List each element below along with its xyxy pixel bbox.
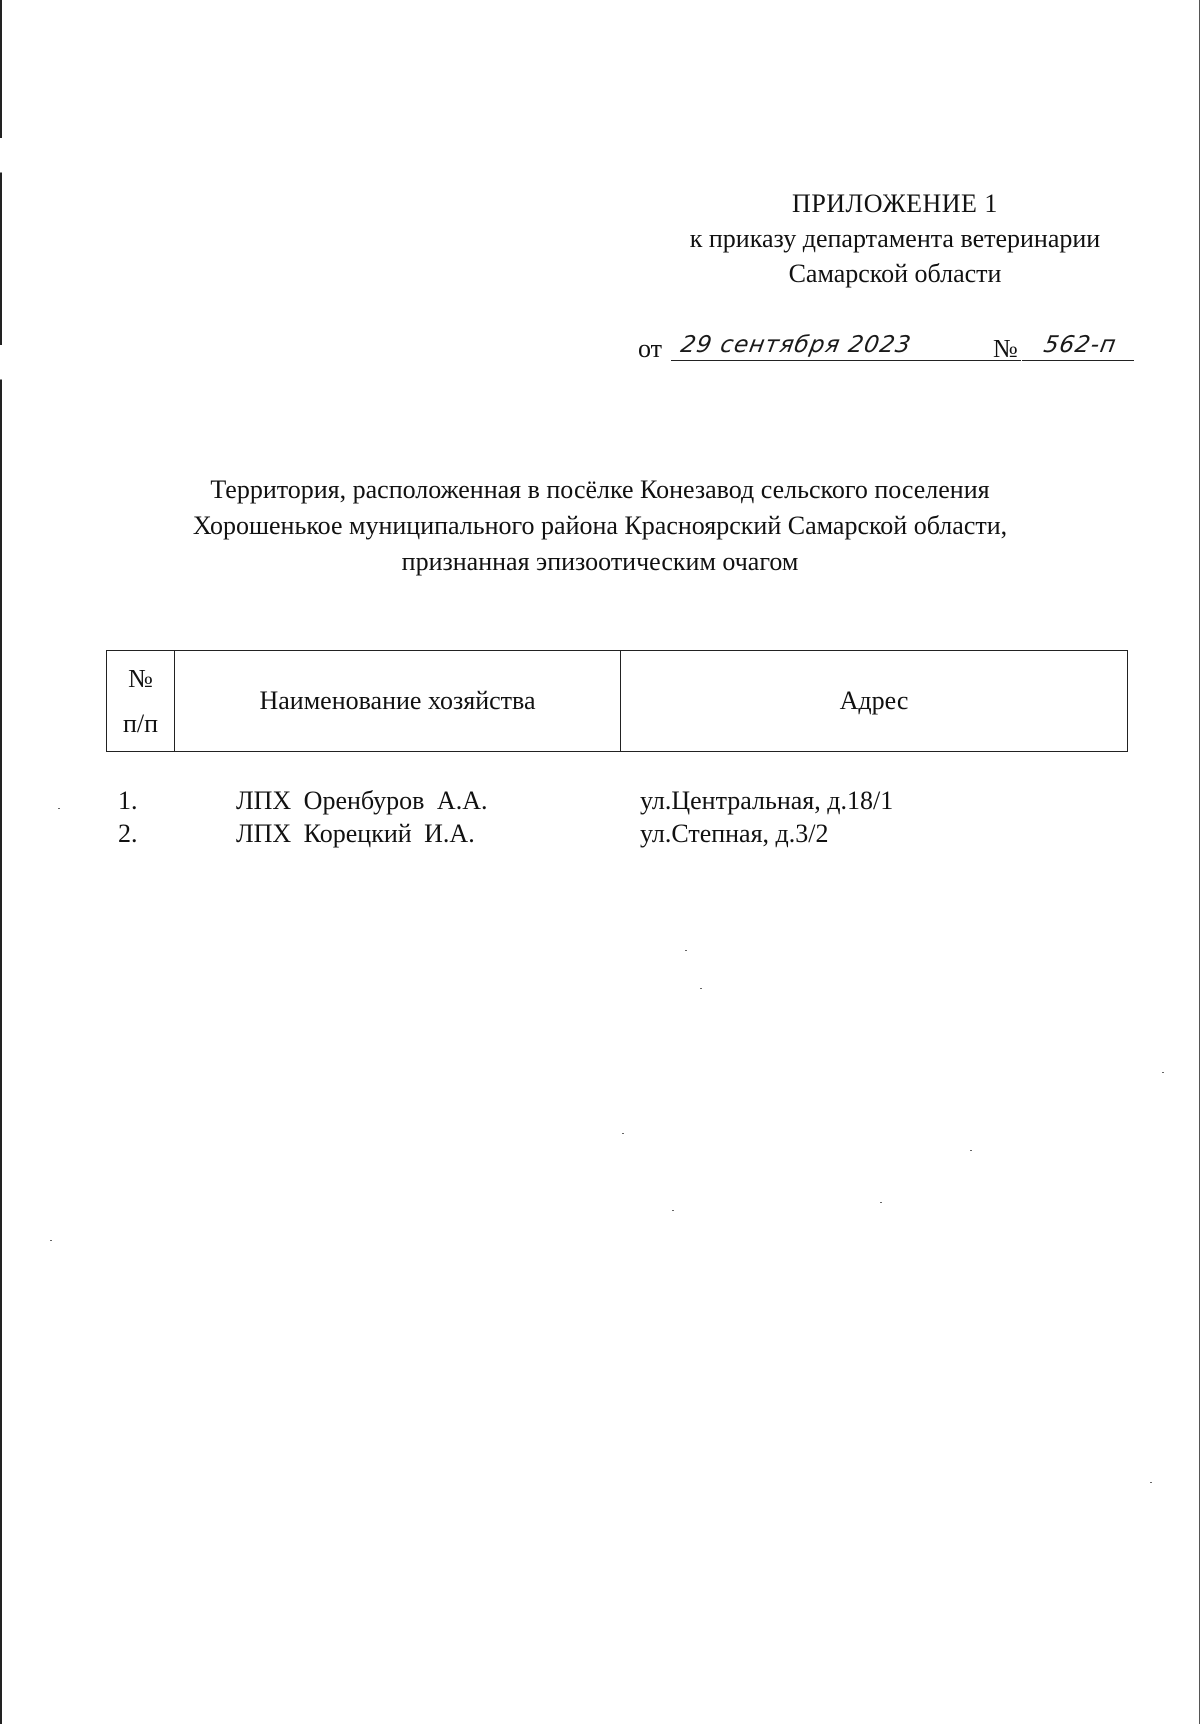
row-household-name: ЛПХ Оренбуров А.А.	[236, 786, 488, 815]
order-number-handwritten: 562-п	[1041, 332, 1119, 358]
column-header-name: Наименование хозяйства	[175, 651, 621, 751]
scan-speck	[700, 988, 702, 989]
scan-speck	[1162, 1072, 1164, 1073]
order-date-field	[671, 326, 1021, 361]
column-header-number-line2: п/п	[122, 709, 159, 738]
table-body	[106, 786, 1128, 852]
order-number-field	[1022, 326, 1134, 361]
appendix-subtitle-line2: Самарской области	[788, 259, 1002, 288]
scan-speck	[50, 1240, 52, 1241]
document-title-line2: Хорошенькое муниципального района Красноярский Самарской области,	[192, 511, 1008, 540]
order-date-prefix: от	[638, 334, 663, 363]
column-header-number-line1: №	[128, 664, 153, 693]
order-date-handwritten: 29 сентября 2023	[678, 332, 914, 358]
scan-speck	[622, 1133, 624, 1134]
row-household-name: ЛПХ Корецкий И.А.	[236, 819, 475, 848]
appendix-subtitle-line1: к приказу департамента ветеринарии	[689, 224, 1101, 253]
column-header-number	[107, 651, 175, 751]
scan-speck	[685, 950, 687, 951]
scan-speck	[970, 1150, 972, 1151]
scan-speck	[880, 1202, 882, 1203]
row-address: ул.Степная, д.3/2	[640, 819, 829, 848]
scan-speck	[58, 808, 60, 809]
column-header-address: Адрес	[839, 686, 909, 715]
order-reference	[636, 326, 1136, 366]
document-title-line1: Территория, расположенная в посёлке Конезавод сельского поселения	[210, 475, 990, 504]
table-row	[106, 819, 1128, 852]
document-title	[150, 472, 1050, 580]
row-address: ул.Центральная, д.18/1	[640, 786, 894, 815]
document-title-line3: признанная эпизоотическим очагом	[401, 547, 799, 576]
order-number-label: №	[993, 334, 1018, 363]
row-number: 1.	[118, 786, 138, 815]
appendix-header	[640, 186, 1150, 291]
scan-edge-left	[0, 0, 2, 1724]
scan-speck	[1150, 1482, 1152, 1483]
table-row	[106, 786, 1128, 819]
row-number: 2.	[118, 819, 138, 848]
table-header	[106, 650, 1128, 752]
scan-speck	[672, 1210, 674, 1211]
appendix-title: ПРИЛОЖЕНИЕ 1	[792, 189, 998, 218]
